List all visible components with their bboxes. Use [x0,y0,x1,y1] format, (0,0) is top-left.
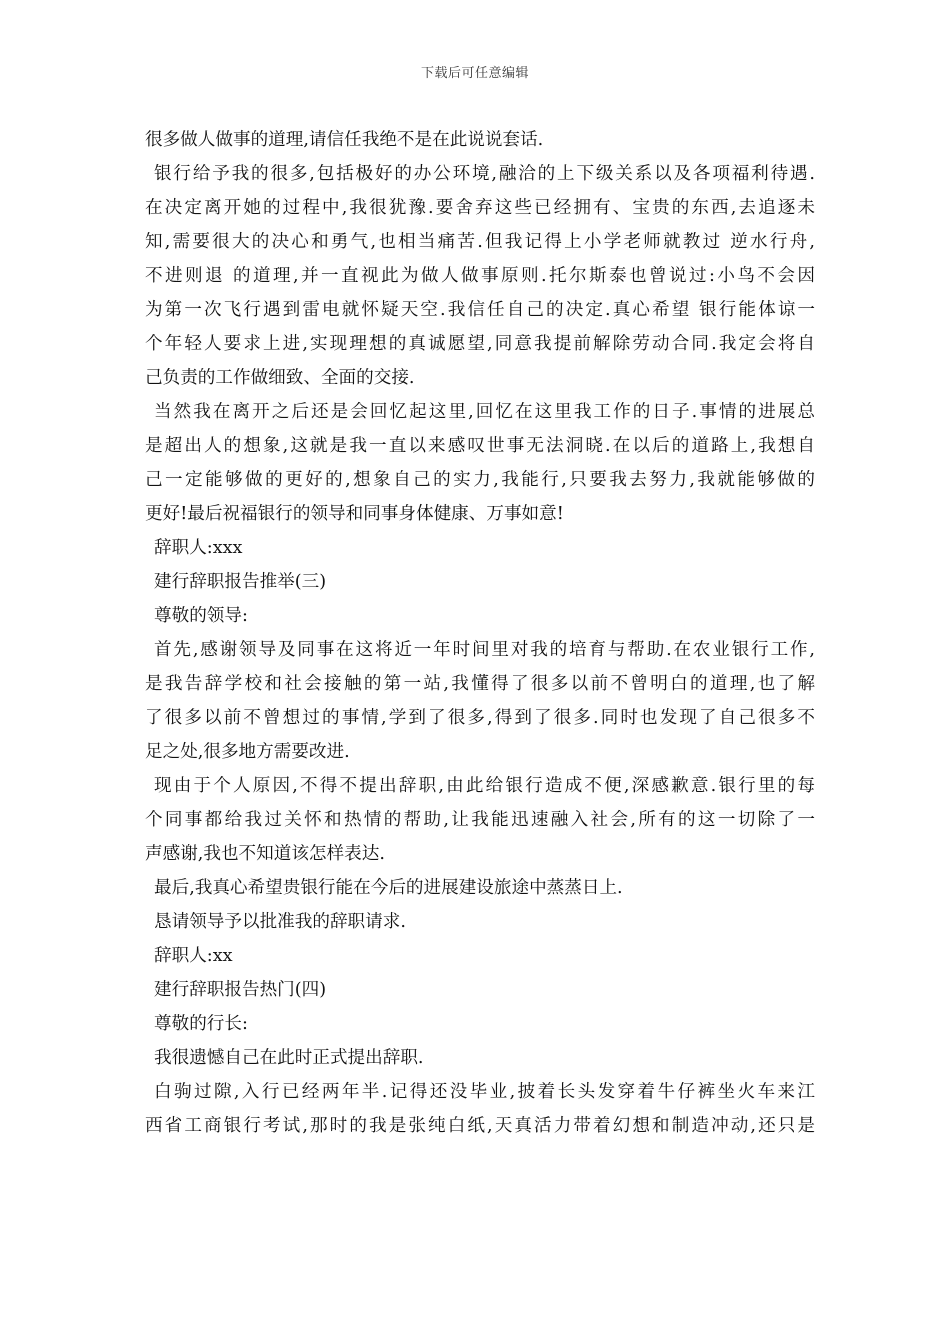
text-line: 当然我在离开之后还是会回忆起这里,回忆在这里我工作的日子.事情的进展总 [154,402,815,422]
text-line: 白驹过隙,入行已经两年半.记得还没毕业,披着长头发穿着牛仔裤坐火车来江 [154,1082,815,1102]
header-note: 下载后可任意编辑 [420,66,529,81]
text-line: 知,需要很大的决心和勇气,也相当痛苦.但我记得上小学老师就教过 逆水行舟, [145,232,815,252]
text-line: 为第一次飞行遇到雷电就怀疑天空.我信任自己的决定.真心希望 银行能体谅一 [145,300,815,320]
text-line: 现由于个人原因,不得不提出辞职,由此给银行造成不便,深感歉意.银行里的每 [154,776,815,796]
text-line: 己负责的工作做细致、全面的交接. [145,368,415,388]
text-line: 恳请领导予以批准我的辞职请求. [154,912,406,932]
text-line: 首先,感谢领导及同事在这将近一年时间里对我的培育与帮助.在农业银行工作, [154,640,815,660]
text-line: 个年轻人要求上进,实现理想的真诚愿望,同意我提前解除劳动合同.我定会将自 [145,334,815,354]
body-text [145,123,815,1143]
text-line: 是超出人的想象,这就是我一直以来感叹世事无法洞晓.在以后的道路上,我想自 [145,436,815,456]
text-line: 辞职人:xxx [154,538,243,558]
text-line: 银行给予我的很多,包括极好的办公环境,融洽的上下级关系以及各项福利待遇. [154,164,815,184]
text-line: 是我告辞学校和社会接触的第一站,我懂得了很多以前不曾明白的道理,也了解 [145,674,815,694]
text-line: 建行辞职报告推举(三) [154,572,327,592]
text-line: 我很遗憾自己在此时正式提出辞职. [154,1048,424,1068]
text-line: 个同事都给我过关怀和热情的帮助,让我能迅速融入社会,所有的这一切除了一 [145,810,815,830]
text-line: 尊敬的领导: [154,606,248,626]
text-line: 了很多以前不曾想过的事情,学到了很多,得到了很多.同时也发现了自己很多不 [145,708,815,728]
text-line: 在决定离开她的过程中,我很犹豫.要舍弃这些已经拥有、宝贵的东西,去追逐未 [145,198,815,218]
text-line: 辞职人:xx [154,946,233,966]
text-line: 很多做人做事的道理,请信任我绝不是在此说说套话. [145,130,544,150]
text-line: 西省工商银行考试,那时的我是张纯白纸,天真活力带着幻想和制造冲动,还只是 [145,1116,815,1136]
text-line: 声感谢,我也不知道该怎样表达. [145,844,385,864]
text-line: 尊敬的行长: [154,1014,248,1034]
text-line: 足之处,很多地方需要改进. [145,742,350,762]
text-line: 己一定能够做的更好的,想象自己的实力,我能行,只要我去努力,我就能够做的 [145,470,815,490]
text-line: 更好!最后祝福银行的领导和同事身体健康、万事如意! [145,504,564,524]
text-line: 建行辞职报告热门(四) [154,980,327,1000]
text-line: 不进则退 的道理,并一直视此为做人做事原则.托尔斯泰也曾说过:小鸟不会因 [145,266,815,286]
text-line: 最后,我真心希望贵银行能在今后的进展建设旅途中蒸蒸日上. [154,878,623,898]
